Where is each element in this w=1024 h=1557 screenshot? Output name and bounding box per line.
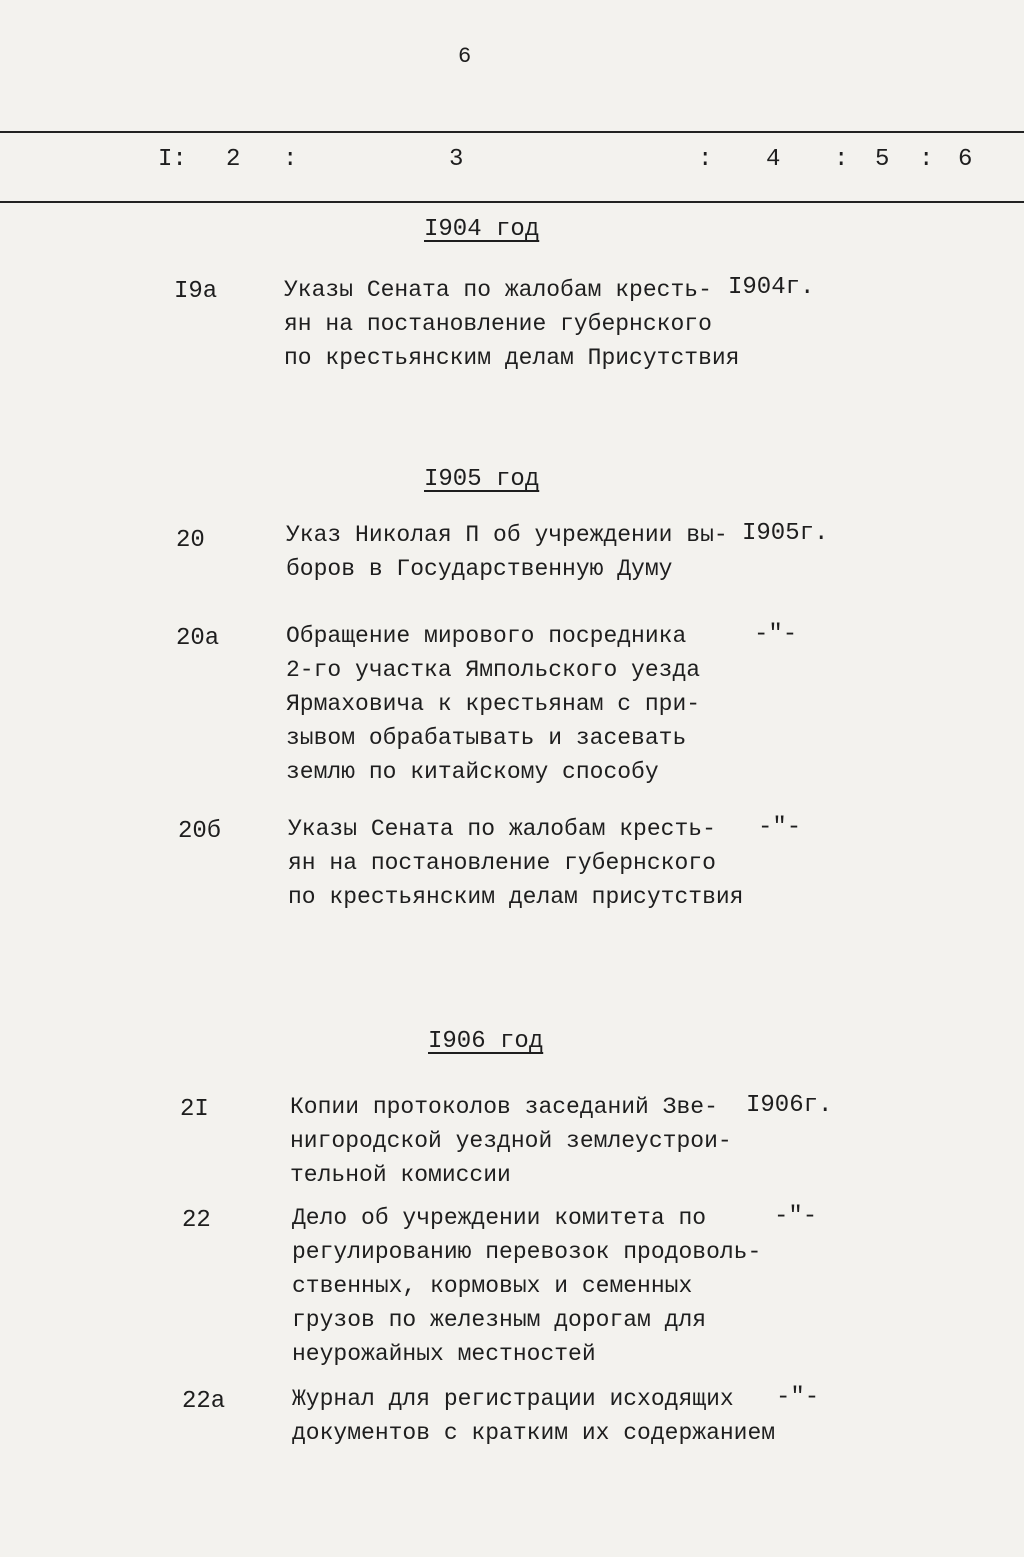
description-line: ян на постановление губернского — [288, 850, 716, 876]
description-line: Указ Николая П об учреждении вы- — [286, 522, 728, 548]
header-separator: : — [919, 146, 934, 173]
entry-date: -"- — [754, 621, 798, 648]
year-heading: I905 год — [424, 466, 540, 493]
entry-number: 22 — [182, 1207, 211, 1234]
description-line: Копии протоколов заседаний Зве- — [290, 1094, 718, 1120]
description-line: Ярмаховича к крестьянам с при- — [286, 691, 701, 717]
header-col-1: I: — [158, 146, 187, 173]
description-line: зывом обрабатывать и засевать — [286, 725, 687, 751]
entry-date: I906г. — [746, 1092, 833, 1119]
year-heading: I906 год — [428, 1028, 544, 1055]
header-separator: : — [834, 146, 849, 173]
entry-description — [286, 518, 728, 586]
description-line: боров в Государственную Думу — [286, 556, 673, 582]
header-separator: : — [698, 146, 713, 173]
description-line: нигородской уездной землеустрои- — [290, 1128, 732, 1154]
entry-date: -"- — [774, 1203, 818, 1230]
entry-description — [292, 1201, 761, 1371]
entry-description — [288, 812, 743, 914]
description-line: по крестьянским делам Присутствия — [284, 345, 740, 371]
entry-date: -"- — [776, 1384, 820, 1411]
description-line: регулированию перевозок продоволь- — [292, 1239, 762, 1265]
description-line: документов с кратким их содержанием — [292, 1420, 776, 1446]
description-line: Обращение мирового посредника — [286, 623, 687, 649]
description-line: 2-го участка Ямпольского уезда — [286, 657, 701, 683]
header-top-rule — [0, 131, 1024, 133]
header-separator: : — [283, 146, 298, 173]
entry-description — [290, 1090, 732, 1192]
header-col-5: 5 — [875, 146, 890, 173]
entry-description — [284, 273, 739, 375]
header-col-3: 3 — [449, 146, 464, 173]
entry-number: 20б — [178, 818, 222, 845]
description-line: землю по китайскому способу — [286, 759, 659, 785]
header-col-2: 2 — [226, 146, 241, 173]
description-line: тельной комиссии — [290, 1162, 511, 1188]
description-line: неурожайных местностей — [292, 1341, 596, 1367]
description-line: Дело об учреждении комитета по — [292, 1205, 707, 1231]
entry-date: I904г. — [728, 274, 815, 301]
entry-number: 20 — [176, 527, 205, 554]
description-line: по крестьянским делам присутствия — [288, 884, 744, 910]
header-bottom-rule — [0, 201, 1024, 203]
entry-date: -"- — [758, 814, 802, 841]
description-line: Указы Сената по жалобам кресть- — [284, 277, 712, 303]
entry-number: 20а — [176, 625, 220, 652]
description-line: грузов по железным дорогам для — [292, 1307, 707, 1333]
page-number: 6 — [458, 44, 472, 69]
entry-date: I905г. — [742, 520, 829, 547]
description-line: ственных, кормовых и семенных — [292, 1273, 693, 1299]
header-col-4: 4 — [766, 146, 781, 173]
entry-number: 2I — [180, 1096, 209, 1123]
entry-description — [292, 1382, 775, 1450]
description-line: Журнал для регистрации исходящих — [292, 1386, 734, 1412]
year-heading: I904 год — [424, 216, 540, 243]
entry-number: 22а — [182, 1388, 226, 1415]
entry-description — [286, 619, 700, 789]
header-col-6: 6 — [958, 146, 973, 173]
entry-number: I9а — [174, 278, 218, 305]
description-line: ян на постановление губернского — [284, 311, 712, 337]
description-line: Указы Сената по жалобам кресть- — [288, 816, 716, 842]
